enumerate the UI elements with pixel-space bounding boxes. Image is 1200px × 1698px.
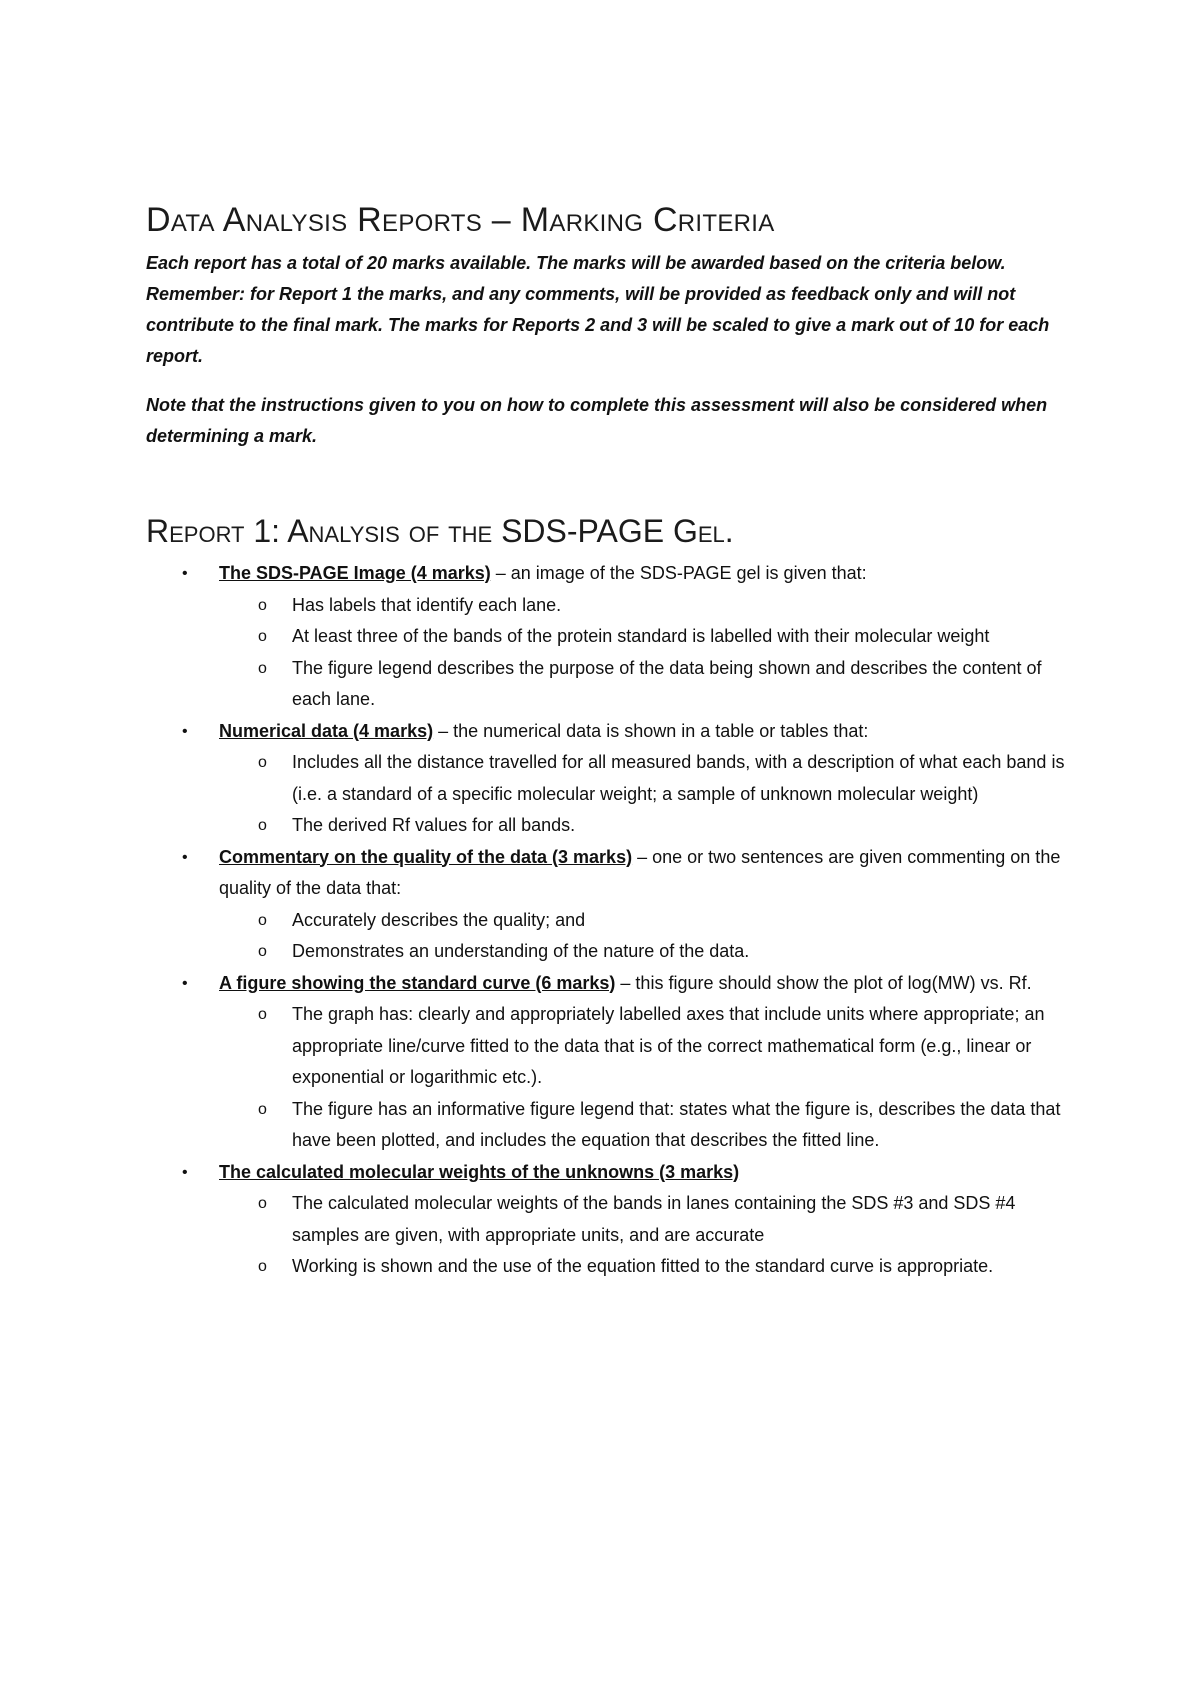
sub-criteria-list (219, 905, 1066, 968)
criterion-heading: The SDS-PAGE Image (4 marks) (219, 563, 491, 583)
sub-bullet-icon: o (258, 1100, 267, 1118)
sub-bullet-icon: o (258, 911, 267, 929)
sub-bullet-icon: o (258, 596, 267, 614)
sub-criterion-text: The calculated molecular weights of the bands in lanes containing the SDS #3 and SDS #4 samples are given, with appropriate units, and are accurate (292, 1193, 1016, 1245)
report-1-heading: Report 1: Analysis of the SDS-PAGE Gel. (146, 513, 734, 549)
sub-criterion (146, 621, 1066, 653)
sub-criteria-list (219, 1188, 1066, 1283)
sub-criterion-text: Includes all the distance travelled for all measured bands, with a description of what each band is (i.e. a standard of a specific molecular weight; a sample of unknown molecular weight) (292, 752, 1065, 804)
sub-criteria-list (219, 999, 1066, 1157)
sub-criterion-text: Has labels that identify each lane. (292, 594, 562, 615)
criterion-heading: A figure showing the standard curve (6 marks) (219, 972, 616, 993)
bullet-icon: • (182, 974, 188, 992)
sub-bullet-icon: o (258, 1258, 267, 1275)
note-paragraph: Note that the instructions given to you on how to complete this assessment will also be considered when determining a mark. (146, 395, 1048, 446)
sub-criterion (146, 810, 1066, 842)
sub-criterion-text: At least three of the bands of the protein standard is labelled with their molecular weight (292, 626, 990, 646)
sub-bullet-icon: o (258, 628, 267, 645)
sub-criterion (146, 1251, 1066, 1283)
sub-criterion-text: Accurately describes the quality; and (292, 909, 586, 930)
sub-criterion-text: The figure has an informative figure legend that: states what the figure is, describes the data that have been plotted, and includes the equation that describes the fitted line. (292, 1098, 1061, 1150)
sub-criterion (146, 747, 1066, 810)
criterion-description: – this figure should show the plot of log(MW) vs. Rf. (615, 972, 1032, 993)
sub-criterion (146, 590, 1066, 622)
criterion-description: – the numerical data is shown in a table or tables that: (433, 720, 869, 741)
criteria-list (146, 558, 1066, 1283)
criterion-standard-curve-figure (146, 968, 1066, 1157)
sub-bullet-icon: o (258, 817, 267, 834)
sub-bullet-icon: o (258, 754, 267, 771)
sub-criterion (146, 905, 1066, 937)
criterion-molecular-weights (146, 1157, 1066, 1283)
bullet-icon: • (182, 848, 188, 866)
bullet-icon: • (182, 1163, 188, 1181)
sub-bullet-icon: o (258, 659, 267, 677)
sub-criterion-text: Working is shown and the use of the equation fitted to the standard curve is appropriate. (292, 1256, 994, 1276)
document-body (146, 198, 1066, 1283)
criterion-description: – one or two sentences are given commenting on the quality of the data that: (219, 846, 1061, 898)
criterion-heading: Numerical data (4 marks) (219, 720, 434, 741)
sub-criterion (146, 936, 1066, 968)
bullet-icon: • (182, 722, 188, 740)
sub-bullet-icon: o (258, 943, 267, 960)
sub-criterion-text: The figure legend describes the purpose of the data being shown and describes the content of each lane. (292, 657, 1042, 709)
sub-criterion (146, 653, 1066, 716)
sub-criterion-text: The derived Rf values for all bands. (292, 815, 576, 835)
sub-criterion-text: The graph has: clearly and appropriately labelled axes that include units where appropriate; an appropriate line/curve fitted to the data that is of the correct mathematical form (e.g., linear or exponential or logarithmic etc.). (292, 1004, 1045, 1087)
sub-criteria-list (219, 747, 1066, 842)
sub-criterion-text: Demonstrates an understanding of the nature of the data. (292, 941, 750, 961)
sub-bullet-icon: o (258, 1006, 267, 1023)
criterion-sds-page-image (146, 558, 1066, 716)
sub-criterion (146, 1188, 1066, 1251)
sub-bullet-icon: o (258, 1195, 267, 1212)
criterion-heading: The calculated molecular weights of the unknowns (3 marks) (219, 1161, 740, 1182)
sub-criteria-list (219, 590, 1066, 716)
bullet-icon: • (182, 565, 188, 582)
document-title: Data Analysis Reports – Marking Criteria (146, 201, 775, 239)
criterion-data-quality-commentary (146, 842, 1066, 968)
criterion-description: – an image of the SDS-PAGE gel is given that: (490, 563, 867, 583)
criterion-numerical-data (146, 716, 1066, 842)
intro-paragraph: Each report has a total of 20 marks available. The marks will be awarded based on the criteria below. Remember: for Report 1 the marks, and any comments, will be provided as feedback only and will not contribute to the final mark. The marks for Reports 2 and 3 will be scaled to give a mark out of 10 for each report. (146, 253, 1050, 366)
sub-criterion (146, 999, 1066, 1094)
sub-criterion (146, 1094, 1066, 1157)
criterion-heading: Commentary on the quality of the data (3 marks) (219, 846, 633, 867)
